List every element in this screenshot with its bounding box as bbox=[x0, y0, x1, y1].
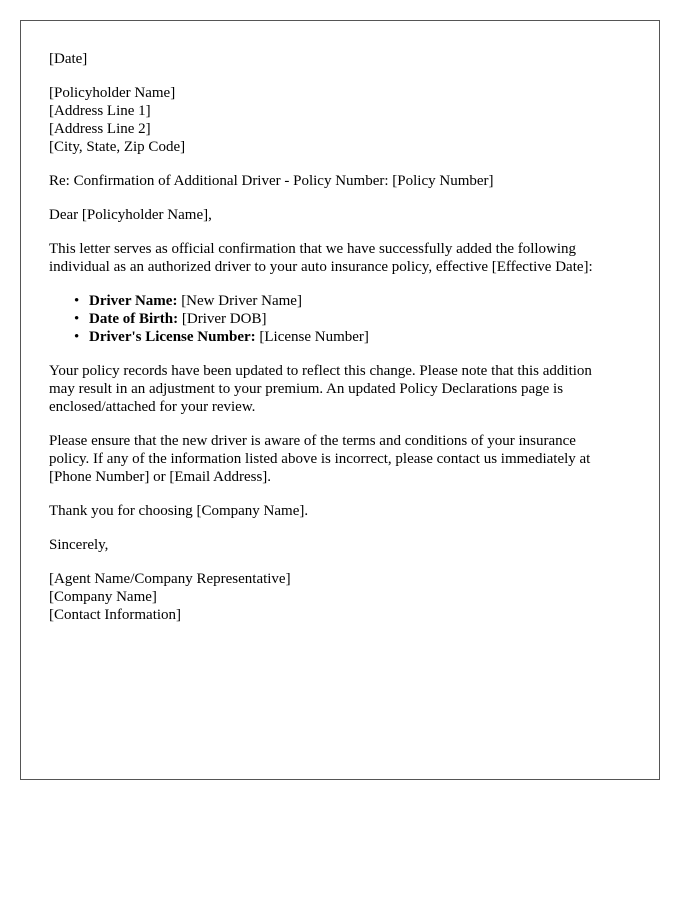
thanks-text: Thank you for choosing [Company Name]. bbox=[49, 503, 309, 519]
subject-text: Re: Confirmation of Additional Driver - Policy Number: [Policy Number] bbox=[49, 173, 494, 189]
bullet-icon: • bbox=[74, 329, 80, 345]
license-number-value: [License Number] bbox=[255, 329, 369, 345]
recipient-address bbox=[49, 84, 631, 156]
signature-company: [Company Name] bbox=[49, 589, 157, 605]
signature-contact: [Contact Information] bbox=[49, 607, 182, 623]
intro-paragraph bbox=[49, 240, 631, 276]
records-paragraph bbox=[49, 362, 631, 416]
driver-details-list bbox=[49, 292, 631, 346]
list-item-driver-name bbox=[74, 292, 631, 310]
list-item-license-number bbox=[74, 328, 631, 346]
bullet-icon: • bbox=[74, 293, 80, 309]
date-text: [Date] bbox=[49, 51, 88, 67]
letter-page bbox=[20, 20, 660, 780]
closing bbox=[49, 536, 631, 554]
records-line-1: Your policy records have been updated to reflect this change. Please note that this addition bbox=[49, 363, 592, 379]
intro-line-2: individual as an authorized driver to your auto insurance policy, effective [Effective Date]: bbox=[49, 259, 593, 275]
signature-agent: [Agent Name/Company Representative] bbox=[49, 571, 291, 587]
recipient-name: [Policyholder Name] bbox=[49, 85, 176, 101]
records-line-2: may result in an adjustment to your premium. An updated Policy Declarations page is bbox=[49, 381, 564, 397]
subject-line bbox=[49, 172, 631, 190]
recipient-city-state-zip: [City, State, Zip Code] bbox=[49, 139, 186, 155]
date-of-birth-label: Date of Birth: bbox=[89, 311, 179, 327]
intro-line-1: This letter serves as official confirmation that we have successfully added the following bbox=[49, 241, 577, 257]
salutation-text: Dear [Policyholder Name], bbox=[49, 207, 212, 223]
bullet-icon: • bbox=[74, 311, 80, 327]
ensure-line-1: Please ensure that the new driver is aware of the terms and conditions of your insurance bbox=[49, 433, 576, 449]
letter-date bbox=[49, 50, 631, 68]
thanks-paragraph bbox=[49, 502, 631, 520]
ensure-paragraph bbox=[49, 432, 631, 486]
recipient-address-line-2: [Address Line 2] bbox=[49, 121, 151, 137]
ensure-line-3: [Phone Number] or [Email Address]. bbox=[49, 469, 272, 485]
records-line-3: enclosed/attached for your review. bbox=[49, 399, 256, 415]
recipient-address-line-1: [Address Line 1] bbox=[49, 103, 151, 119]
driver-name-label: Driver Name: bbox=[89, 293, 178, 309]
driver-name-value: [New Driver Name] bbox=[177, 293, 302, 309]
date-of-birth-value: [Driver DOB] bbox=[178, 311, 267, 327]
closing-text: Sincerely, bbox=[49, 537, 109, 553]
license-number-label: Driver's License Number: bbox=[89, 329, 256, 345]
salutation bbox=[49, 206, 631, 224]
ensure-line-2: policy. If any of the information listed above is incorrect, please contact us immediately at bbox=[49, 451, 591, 467]
signature-block bbox=[49, 570, 631, 624]
list-item-date-of-birth bbox=[74, 310, 631, 328]
